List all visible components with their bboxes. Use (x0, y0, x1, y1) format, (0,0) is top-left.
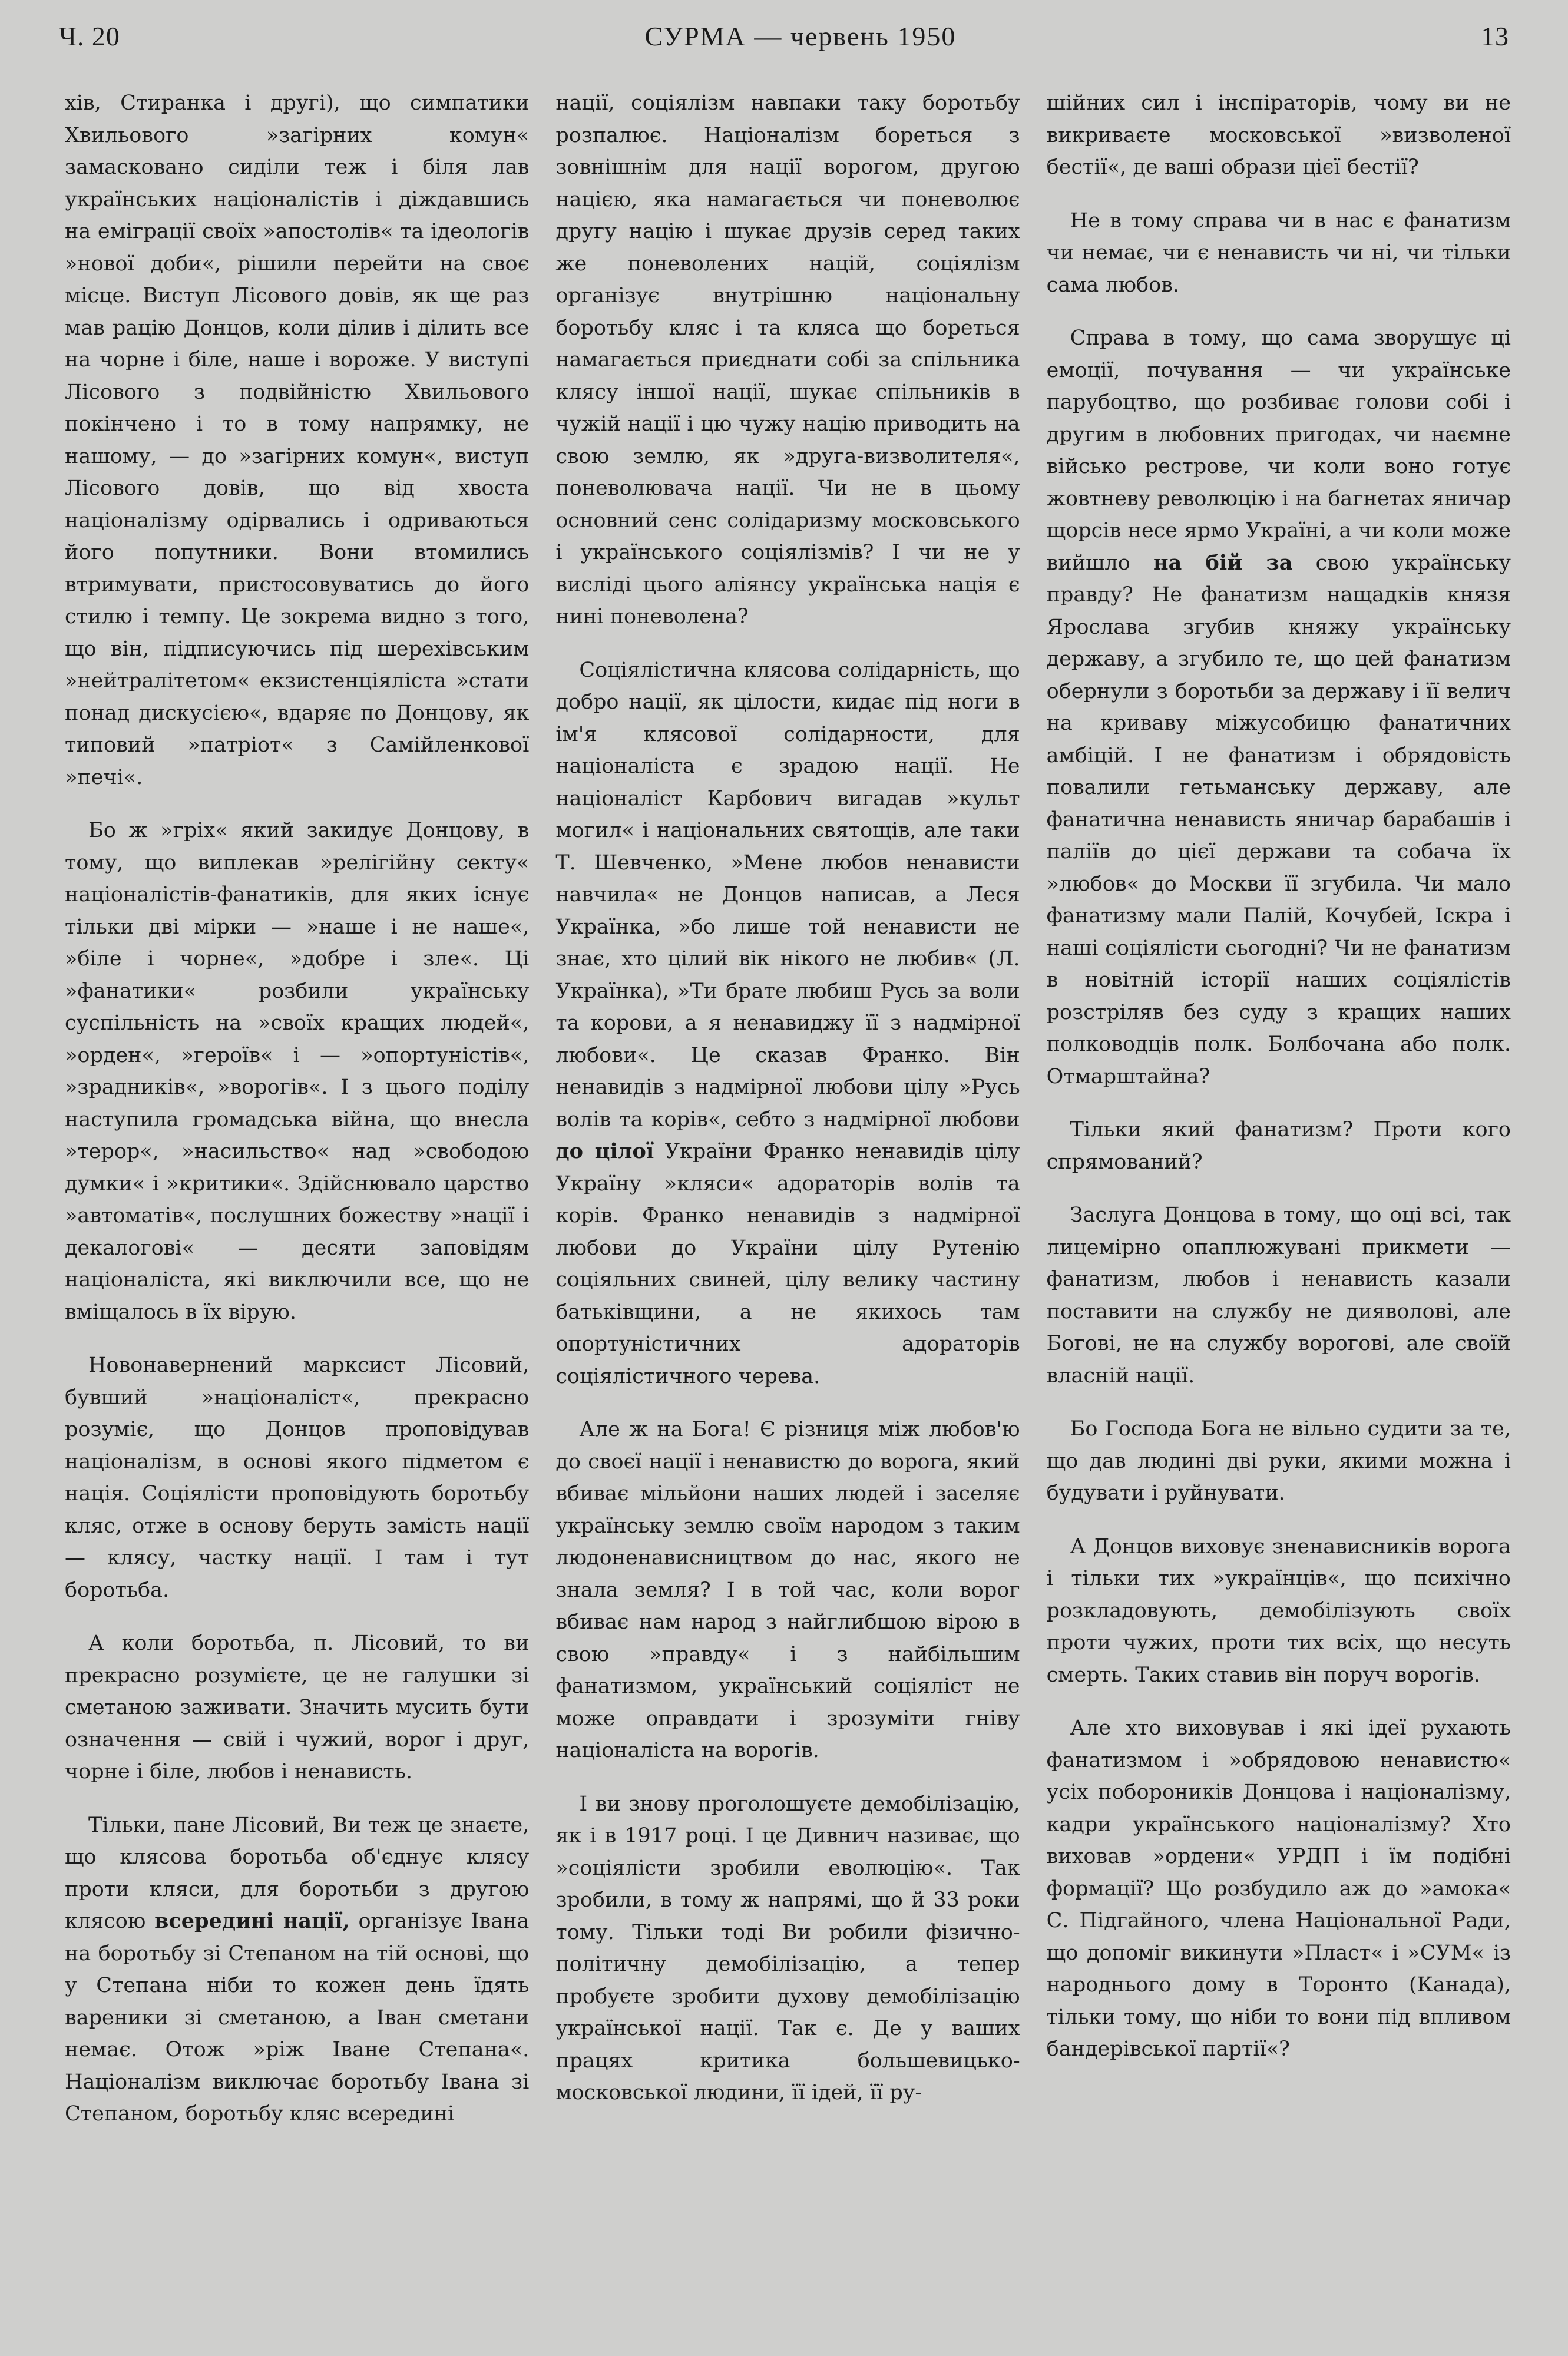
column-1 (65, 87, 529, 2325)
page-header (59, 15, 1509, 57)
issue-number: Ч. 20 (59, 21, 120, 51)
paragraph: І ви знову проголошуєте демобілізацію, як і в 1917 році. І це Дивнич називає, що »соціялісти зробили еволюцію«. Так зробили, в тому ж напрямі, що й 33 роки тому. Тільки тоді Ви робили фізично-політичну демобілізацію, а тепер пробуєте зробити духову демобілізацію української нації. Так є. Де у ваших працях критика большевицько-московської людини, її ідей, її ру- (555, 1792, 1020, 2104)
paragraph: шійних сил і інспіраторів, чому ви не викриваєте московської »визволеної бестії«, де ваші образи цієї бестії? (1046, 91, 1511, 179)
paragraph: Тільки, пане Лісовий, Ви теж це знаєте, що клясова боротьба об'єднує клясу проти кляси, для боротьби з другою клясою всередині нації, організує Івана на боротьбу зі Степаном на тій основі, що у Степана ніби то кожен день їдять вареники зі сметаною, а Іван сметани немає. Отож »ріж Іване Степана«. Націоналізм виключає боротьбу Івана зі Степаном, боротьбу кляс всередині (65, 1813, 530, 2126)
column-3 (1047, 87, 1511, 2325)
paragraph: А Донцов виховує зненависників ворога і тільки тих »українців«, що психічно розкладовують, демобілізують своїх проти чужих, проти тих всіх, що несуть смерть. Таких ставив він поруч ворогів. (1046, 1534, 1511, 1687)
paragraph: Бо Господа Бога не вільно судити за те, що дав людині дві руки, якими можна і будувати і руйнувати. (1046, 1417, 1511, 1505)
paragraph: Соціялістична клясова солідарність, що добро нації, як цілости, кидає під ноги в ім'я клясової солідарности, для націоналіста є зрадою нації. Не націоналіст Карбович вигадав »культ могил« і національних святощів, але таки Т. Шевченко, »Мене любов ненависти навчила« не Донцов написав, а Леся Українка, »бо лише той ненависти не знає, хто цілий вік нікого не любив« (Л. Українка), »Ти брате любиш Русь за воли та корови, а я ненавиджу її з надмірної любови«. Це сказав Франко. Він ненавидів з надмірної любови цілу »Русь волів та корів«, себто з надмірної любови до цілої України Франко ненавидів цілу Україну »кляси« адораторів волів та корів. Франко ненавидів з надмірної любови до України цілу Рутенію соціяльних свиней, цілу велику частину батьківщини, а не якихось там опортуністичних адораторів соціялістичного черева. (555, 658, 1020, 1388)
article-body (65, 87, 1511, 2325)
masthead: СУРМА — червень 1950 (644, 21, 957, 51)
paragraph: нації, соціялізм навпаки таку боротьбу розпалює. Націоналізм бореться з зовнішнім для нації ворогом, другою нацією, яка намагається чи поневолює другу націю і шукає друзів серед таких же поневолених націй, соціялізм організує внутрішню національну боротьбу кляс і та кляса що бореться намагається приєднати собі за спільника клясу іншої нації, шукає спільників в чужій нації і цю чужу націю приводить на свою землю, як »друга-визволителя«, поневолювача нації. Чи не в цьому основний сенс солідаризму московського і українського соціялізмів? І чи не у висліді цього аліянсу українська нація є нині поневолена? (555, 91, 1020, 628)
paragraph: Справа в тому, що сама зворушує ці емоції, почування — чи українське парубоцтво, що розбиває голови собі і другим в любовних пригодах, чи наємне військо рестрове, чи коли воно готує жовтневу революцію і на багнетах яничар щорсів несе ярмо Україні, а чи коли може вийшло на бій за свою українську правду? Не фанатизм нащадків князя Ярослава згубив княжу українську державу, а згубило те, що цей фанатизм обернули з боротьби за державу і її велич на криваву міжусобицю фанатичних амбіцій. І не фанатизм і обрядовість повалили гетьманську державу, але фанатична ненависть яничар барабашів і паліїв до цієї держави та собача їх »любов« до Москви її згубила. Чи мало фанатизму мали Палій, Кочубей, Іскра і наші соціялісти сьогодні? Чи не фанатизм в новітній історії наших соціялістів розстріляв без суду з кращих наших полководців полк. Болбочана або полк. Отмарштайна? (1046, 326, 1511, 1088)
column-2 (555, 87, 1020, 2325)
paragraph: хів, Стиранка і другі), що симпатики Хвильового »загірних комун« замасковано сиділи теж і біля лав українських націоналістів і діждавшись на еміграції своїх »апостолів« та ідеологів »нової доби«, рішили перейти на своє місце. Виступ Лісового довів, як ще раз мав рацію Донцов, коли ділив і ділить все на чорне і біле, наше і вороже. У виступі Лісового з подвійністю Хвильового покінчено і то в тому напрямку, не нашому, — до »загірних комун«, виступ Лісового довів, що від хвоста націоналізму одірвались і одриваються його попутники. Вони втомились втримувати, пристосовуватись до його стилю і темпу. Це зокрема видно з того, що він, підписуючись під шерехівським »нейтралітетом« екзистенціяліста »стати понад дискусією«, вдаряє по Донцову, як типовий »патріот« з Самійленкової »печі«. (65, 91, 530, 789)
paragraph: Тільки який фанатизм? Проти кого спрямований? (1046, 1118, 1511, 1174)
page-number: 13 (1481, 21, 1509, 51)
paragraph: Бо ж »гріх« який закидує Донцову, в тому, що виплекав »релігійну секту« націоналістів-фанатиків, для яких існує тільки дві мірки — »наше і не наше«, »біле і чорне«, »добре і зле«. Ці »фанатики« розбили українську суспільність на »своїх кращих людей«, »орден«, »героїв« і — »опортуністів«, »зрадників«, »ворогів«. І з цього поділу наступила громадська війна, що внесла »терор«, »насильство« над »свободою думки« і »критики«. Здійснювало царство »автоматів«, послушних божеству »нації і декалогові« — десяти заповідям націоналіста, які виключили все, що не вміщалось в їх вірую. (65, 819, 530, 1324)
paragraph: Але ж на Бога! Є різниця між любов'ю до своєї нації і ненавистю до ворога, який вбиває мільйони наших людей і заселяє українську землю своїм народом з таким людоненависництвом до нас, якого не знала земля? І в той час, коли ворог вбиває нам народ з найглибшою вірою в свою »правду« і з найбільшим фанатизмом, український соціяліст не може оправдати і зрозуміти гніву націоналіста на ворогів. (555, 1418, 1020, 1762)
paragraph: А коли боротьба, п. Лісовий, то ви прекрасно розумієте, це не галушки зі сметаною заживати. Значить мусить бути означення — свій і чужий, ворог і друг, чорне і біле, любов і ненависть. (65, 1632, 530, 1783)
paragraph: Заслуга Донцова в тому, що оці всі, так лицемірно опаплюжувані прикмети — фанатизм, любов і ненависть казали поставити на службу не дияволові, але Богові, не на службу ворогові, але своїй власній нації. (1046, 1203, 1511, 1388)
paragraph: Новонавернений марксист Лісовий, бувший »націоналіст«, прекрасно розуміє, що Донцов проповідував націоналізм, в основі якого підметом є нація. Соціялісти проповідують боротьбу кляс, отже в основу беруть замість нації — клясу, частку нації. І там і тут боротьба. (65, 1354, 530, 1602)
paragraph: Не в тому справа чи в нас є фанатизм чи немає, чи є ненависть чи ні, чи тільки сама любов. (1046, 209, 1511, 297)
paragraph: Але хто виховував і які ідеї рухають фанатизмом і »обрядовою ненавистю« усіх побороників Донцова і націоналізму, кадри українського націоналізму? Хто виховав »ордени« УРДП і їм подібні формації? Що розбудило аж до »амока« С. Підгайного, члена Національної Ради, що допоміг викинути »Пласт« і »СУМ« із народнього дому в Торонто (Канада), тільки тому, що ніби то вони під впливом бандерівської партії«? (1046, 1716, 1511, 2061)
